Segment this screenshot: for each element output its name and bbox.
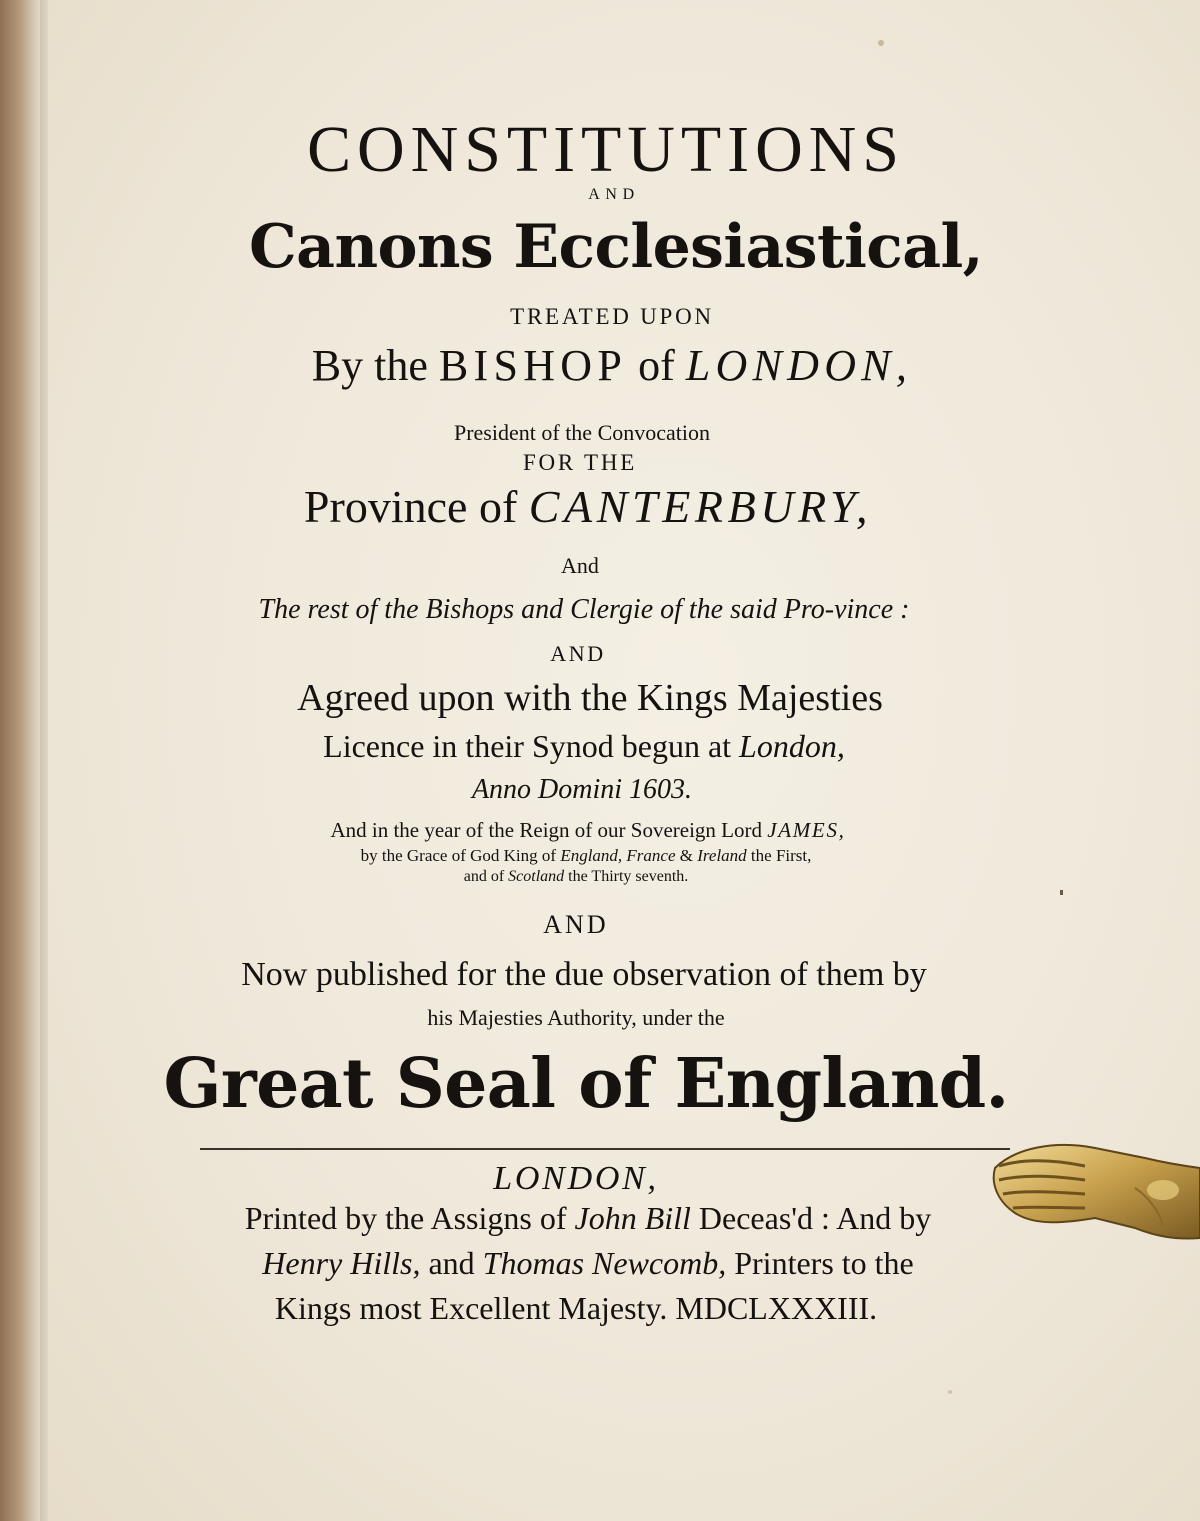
- bishop-line: [36, 340, 1188, 391]
- reign-line-3: [0, 868, 1152, 886]
- henry-hills-text: Henry Hills,: [262, 1245, 421, 1281]
- ink-mark: [1060, 890, 1063, 895]
- for-the-line: FOR THE: [522, 450, 638, 475]
- london-text: LONDON,: [685, 341, 913, 390]
- licence-text: Licence in their Synod begun at: [323, 728, 732, 764]
- foxing-spot: [878, 40, 884, 46]
- deceased-text: Deceas'd : And by: [698, 1200, 932, 1236]
- of-text: of: [638, 341, 675, 390]
- province-line: [12, 480, 1164, 533]
- and-line-4: AND: [543, 910, 609, 939]
- foxing-spot: [948, 1390, 952, 1394]
- printers-to-text: Printers to the: [734, 1245, 914, 1281]
- by-the-text: By the: [311, 341, 428, 390]
- grace-text: by the Grace of God King of: [360, 846, 557, 865]
- anno-domini-line: [6, 774, 1158, 806]
- imprint-london: LONDON,: [493, 1160, 659, 1197]
- province-of-text: Province of: [303, 481, 518, 532]
- and-line-1: AND: [588, 186, 640, 203]
- reign-text: And in the year of the Reign of our Sovereign Lord: [330, 818, 762, 842]
- first-text: the First,: [750, 846, 812, 865]
- year-text: 1603.: [629, 774, 693, 805]
- canterbury-text: CANTERBURY,: [528, 481, 873, 532]
- thomas-newcomb-text: Thomas Newcomb,: [482, 1245, 727, 1281]
- scotland-text: Scotland: [508, 868, 565, 885]
- main-title: CONSTITUTIONS: [307, 113, 905, 186]
- and-line-2: And: [561, 553, 599, 578]
- england-france-text: England, France: [560, 846, 676, 865]
- printed-by-text: Printed by the Assigns of: [244, 1200, 567, 1236]
- john-bill-text: John Bill: [574, 1200, 691, 1236]
- and-text: and: [428, 1245, 475, 1281]
- ireland-text: Ireland: [697, 846, 747, 865]
- london-text-2: London,: [739, 728, 845, 764]
- james-text: JAMES,: [767, 818, 846, 842]
- blackletter-subtitle: Canons Ecclesiastical,: [249, 212, 983, 282]
- agreed-line: Agreed upon with the Kings Majesties: [297, 677, 883, 719]
- bishop-text: BISHOP: [438, 341, 628, 390]
- now-published-line: Now published for the due observation of them by: [241, 956, 927, 993]
- and-of-text: and of: [463, 868, 505, 885]
- president-line: President of the Convocation: [453, 420, 710, 445]
- divider-rule: [200, 1148, 1010, 1150]
- majesties-authority-line: his Majesties Authority, under the: [427, 1005, 725, 1030]
- anno-text: Anno Domini: [471, 774, 623, 805]
- brass-hand-page-holder-icon: [985, 1128, 1200, 1278]
- reign-line-2: [10, 846, 1162, 866]
- and-line-3: AND: [550, 641, 606, 666]
- thirty-seventh-text: the Thirty seventh.: [568, 868, 689, 885]
- licence-line: [8, 728, 1160, 765]
- reign-line-1: [12, 818, 1164, 843]
- treated-upon-line: TREATED UPON: [510, 304, 714, 329]
- rest-of-bishops-line: The rest of the Bishops and Clergie of the said Pro-vince :: [258, 594, 910, 625]
- ampersand-text: &: [679, 846, 693, 865]
- great-seal-line: Great Seal of England.: [163, 1044, 1009, 1124]
- imprint-kings-line: Kings most Excellent Majesty. MDCLXXXIII.: [274, 1290, 878, 1326]
